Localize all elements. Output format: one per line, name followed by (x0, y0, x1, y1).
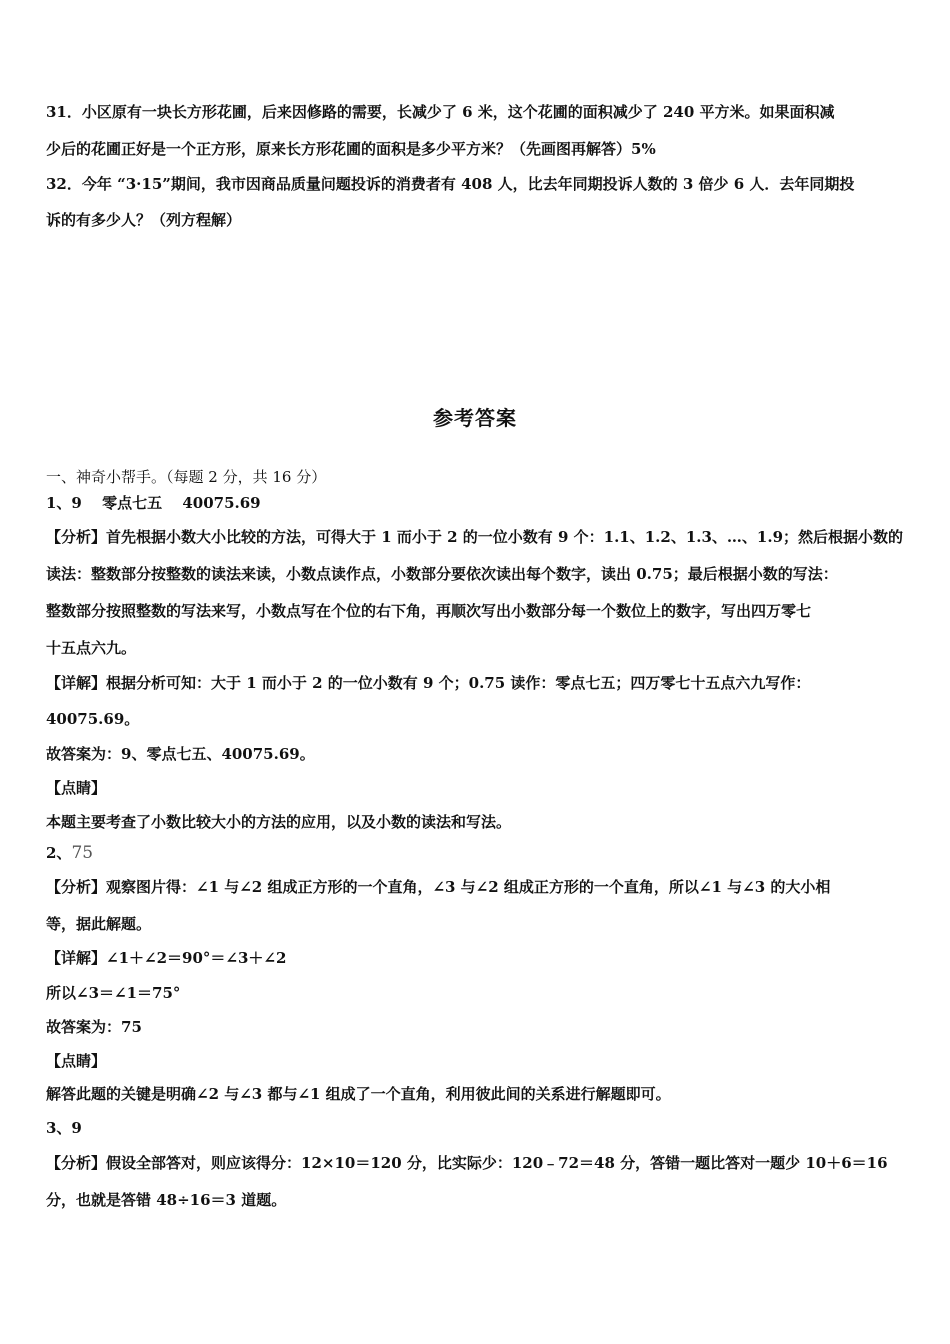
answer-2-analysis-2: 等，据此解题。 (46, 915, 152, 933)
answer-1-answer: 故答案为：9、零点七五、40075.69。 (46, 745, 315, 763)
answer-1-remark-label: 【点睛】 (46, 779, 107, 797)
answer-1-detail-2: 40075.69。 (46, 710, 140, 728)
answer-2-remark: 解答此题的关键是明确∠2 与∠3 都与∠1 组成了一个直角，利用彼此间的关系进行解题即可。 (46, 1085, 671, 1103)
answer-2-answer: 故答案为：75 (46, 1018, 142, 1036)
answer-3-analysis-2: 分，也就是答错 48÷16＝3 道题。 (46, 1191, 287, 1209)
answer-2-number: 2、 (46, 844, 72, 862)
answer-1-remark: 本题主要考查了小数比较大小的方法的应用，以及小数的读法和写法。 (46, 813, 512, 831)
answer-1-analysis-3: 整数部分按照整数的写法来写，小数点写在个位的右下角，再顺次写出小数部分每一个数位上的数字，写出四万零七 (46, 602, 812, 620)
answer-2-value: 75 (71, 843, 94, 863)
answer-2-detail-1: 【详解】∠1＋∠2＝90°＝∠3＋∠2 (46, 949, 287, 967)
answer-1-head: 1、9 零点七五 40075.69 (46, 494, 261, 512)
q32-line-1: 32．今年 “3·15”期间，我市因商品质量问题投诉的消费者有 408 人，比去年同期投诉人数的 3 倍少 6 人．去年同期投 (46, 175, 855, 193)
answer-1-analysis-4: 十五点六九。 (46, 639, 137, 657)
answer-2-remark-label: 【点睛】 (46, 1052, 107, 1070)
answer-2-analysis-1: 【分析】观察图片得：∠1 与∠2 组成正方形的一个直角，∠3 与∠2 组成正方形的一个直角，所以∠1 与∠3 的大小相 (46, 878, 831, 896)
answer-1-analysis-1: 【分析】首先根据小数大小比较的方法，可得大于 1 而小于 2 的一位小数有 9 个：1.1、1.2、1.3、…、1.9；然后根据小数的 (46, 528, 904, 546)
answer-3-head: 3、9 (46, 1119, 82, 1137)
answers-title: 参考答案 (433, 406, 517, 430)
q32-line-2: 诉的有多少人？（列方程解） (46, 211, 242, 229)
answer-2-detail-2: 所以∠3＝∠1＝75° (46, 984, 181, 1002)
answer-2-head (46, 843, 906, 863)
section-heading: 一、神奇小帮手。（每题 2 分，共 16 分） (46, 468, 327, 486)
answer-1-analysis-2: 读法：整数部分按整数的读法来读，小数点读作点，小数部分要依次读出每个数字，读出 0.75；最后根据小数的写法： (46, 565, 838, 583)
q31-line-1: 31．小区原有一块长方形花圃，后来因修路的需要，长减少了 6 米，这个花圃的面积减少了 240 平方米。如果面积减 (46, 103, 835, 121)
answer-1-detail-1: 【详解】根据分析可知：大于 1 而小于 2 的一位小数有 9 个；0.75 读作：零点七五；四万零七十五点六九写作： (46, 674, 811, 692)
q31-line-2: 少后的花圃正好是一个正方形，原来长方形花圃的面积是多少平方米？（先画图再解答）5% (46, 140, 656, 158)
answer-3-analysis-1: 【分析】假设全部答对，则应该得分：12×10＝120 分，比实际少：120﹣72＝48 分，答错一题比答对一题少 10＋6＝16 (46, 1154, 888, 1172)
